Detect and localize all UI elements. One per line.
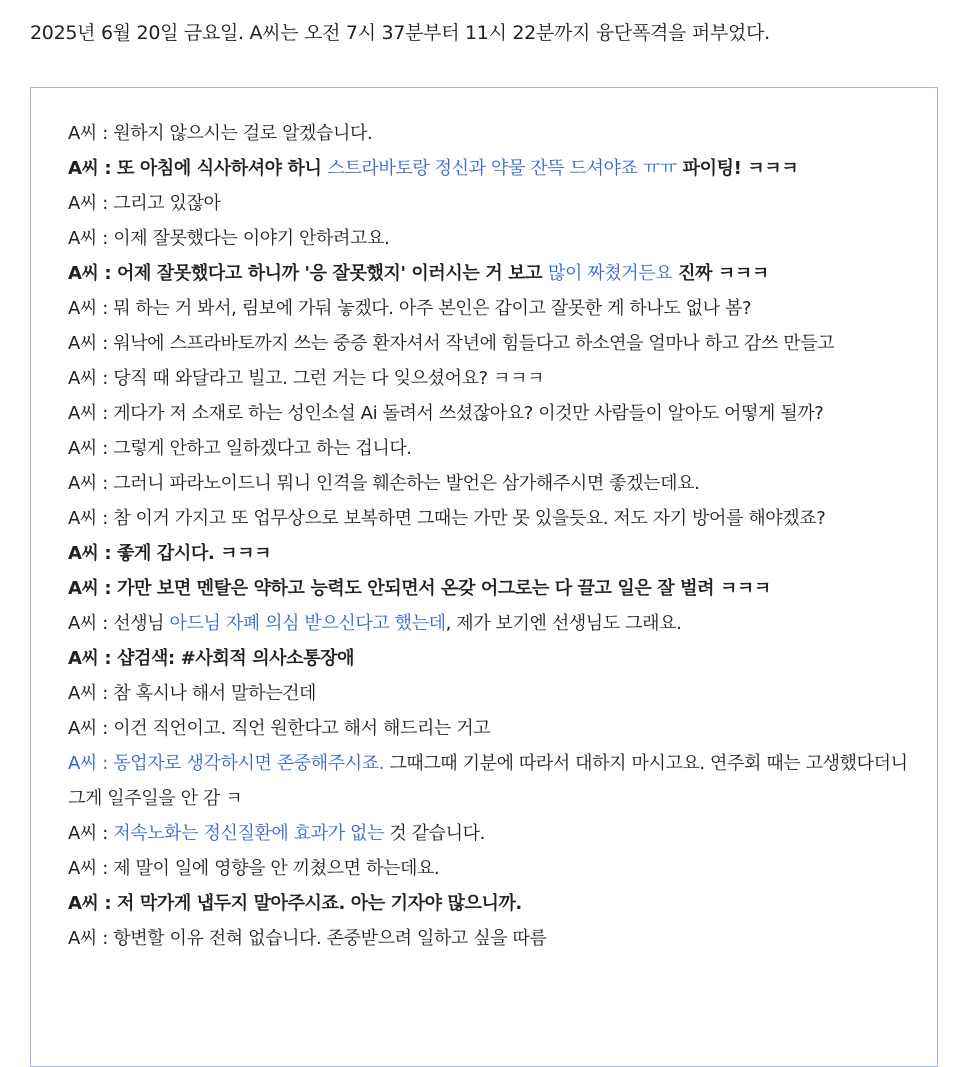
intro-paragraph: 2025년 6월 20일 금요일. A씨는 오전 7시 37분부터 11시 22분까지 융단폭격을 퍼부었다.	[30, 22, 770, 44]
highlight-link[interactable]: 스트라바토랑 정신과 약물 잔뜩 드셔야죠 ㅠㅠ	[327, 158, 677, 179]
message-line	[68, 221, 908, 256]
message-text: , 제가 보기엔 선생님도 그래요.	[445, 613, 682, 634]
message-text: A씨 : 어제 잘못했다고 하니까 '응 잘못했지' 이러시는 거 보고	[68, 263, 548, 284]
message-line	[68, 116, 908, 151]
message-line	[68, 466, 908, 501]
message-text: A씨 : 게다가 저 소재로 하는 성인소설 Ai 돌려서 쓰셨잖아요? 이것만 사람들이 알아도 어떻게 될까?	[68, 403, 824, 424]
message-line	[68, 291, 908, 326]
message-text: A씨 : 이제 잘못했다는 이야기 안하려고요.	[68, 228, 390, 249]
message-line	[68, 501, 908, 536]
message-line	[68, 641, 908, 676]
message-text: A씨 : 가만 보면 멘탈은 약하고 능력도 안되면서 온갖 어그로는 다 끌고 일은 잘 벌려 ㅋㅋㅋ	[68, 578, 771, 599]
message-list	[68, 116, 908, 956]
message-line	[68, 186, 908, 221]
message-line	[68, 606, 908, 641]
message-text: A씨 : 좋게 갑시다. ㅋㅋㅋ	[68, 543, 272, 564]
message-text: A씨 : 저 막가게 냅두지 말아주시죠. 아는 기자야 많으니까.	[68, 893, 522, 914]
message-line	[68, 816, 908, 851]
message-text: 것 같습니다.	[384, 823, 485, 844]
highlight-link[interactable]: A씨 :	[68, 753, 114, 774]
message-text: A씨 : 참 혹시나 해서 말하는건데	[68, 683, 317, 704]
highlight-link[interactable]: 많이 짜쳤거든요	[547, 263, 673, 284]
message-text: A씨 : 워낙에 스프라바토까지 쓰는 중증 환자셔서 작년에 힘들다고 하소연을 얼마나 하고 감쓰 만들고	[68, 333, 835, 354]
message-line	[68, 711, 908, 746]
message-text: A씨 : 샵검색: #사회적 의사소통장애	[68, 648, 355, 669]
message-text: A씨 : 그리고 있잖아	[68, 193, 221, 214]
highlight-link[interactable]: 저속노화는 정신질환에 효과가 없는	[113, 823, 385, 844]
message-line	[68, 571, 908, 606]
message-text: 그때그때 기분에 따라서 대하지 마시고요. 연주회 때는 고생했다더니 그게 일주일을 안 감 ㅋ	[68, 753, 908, 809]
message-text: A씨 : 제 말이 일에 영향을 안 끼쳤으면 하는데요.	[68, 858, 440, 879]
message-line	[68, 431, 908, 466]
message-line	[68, 361, 908, 396]
message-text: A씨 :	[68, 823, 114, 844]
message-line	[68, 151, 908, 186]
message-text: A씨 : 이건 직언이고. 직언 원한다고 해서 해드리는 거고	[68, 718, 491, 739]
message-text: A씨 : 그렇게 안하고 일하겠다고 하는 겁니다.	[68, 438, 412, 459]
highlight-link[interactable]: 동업자로 생각하시면 존중해주시죠.	[113, 753, 385, 774]
message-text: A씨 : 항변할 이유 전혀 없습니다. 존중받으려 일하고 싶을 따름	[68, 928, 547, 949]
highlight-link[interactable]: 아드님 자폐 의심 받으신다고 했는데	[169, 613, 446, 634]
message-text: 파이팅! ㅋㅋㅋ	[676, 158, 799, 179]
message-line	[68, 921, 908, 956]
message-line	[68, 326, 908, 361]
message-line	[68, 851, 908, 886]
message-text: 진짜 ㅋㅋㅋ	[672, 263, 769, 284]
message-line	[68, 396, 908, 431]
message-text: A씨 : 원하지 않으시는 걸로 알겠습니다.	[68, 123, 373, 144]
message-text: A씨 : 선생님	[68, 613, 170, 634]
message-line	[68, 746, 908, 816]
message-line	[68, 536, 908, 571]
message-text: A씨 : 참 이거 가지고 또 업무상으로 보복하면 그때는 가만 못 있을듯요. 저도 자기 방어를 해야겠죠?	[68, 508, 826, 529]
message-text: A씨 : 그러니 파라노이드니 뭐니 인격을 훼손하는 발언은 삼가해주시면 좋겠는데요.	[68, 473, 700, 494]
message-line	[68, 676, 908, 711]
quote-box	[30, 87, 938, 1067]
message-text: A씨 : 당직 때 와달라고 빌고. 그런 거는 다 잊으셨어요? ㅋㅋㅋ	[68, 368, 544, 389]
message-line	[68, 256, 908, 291]
message-line	[68, 886, 908, 921]
message-text: A씨 : 뭐 하는 거 봐서, 림보에 가둬 놓겠다. 아주 본인은 갑이고 잘못한 게 하나도 없나 봄?	[68, 298, 752, 319]
message-text: A씨 : 또 아침에 식사하셔야 하니	[68, 158, 328, 179]
